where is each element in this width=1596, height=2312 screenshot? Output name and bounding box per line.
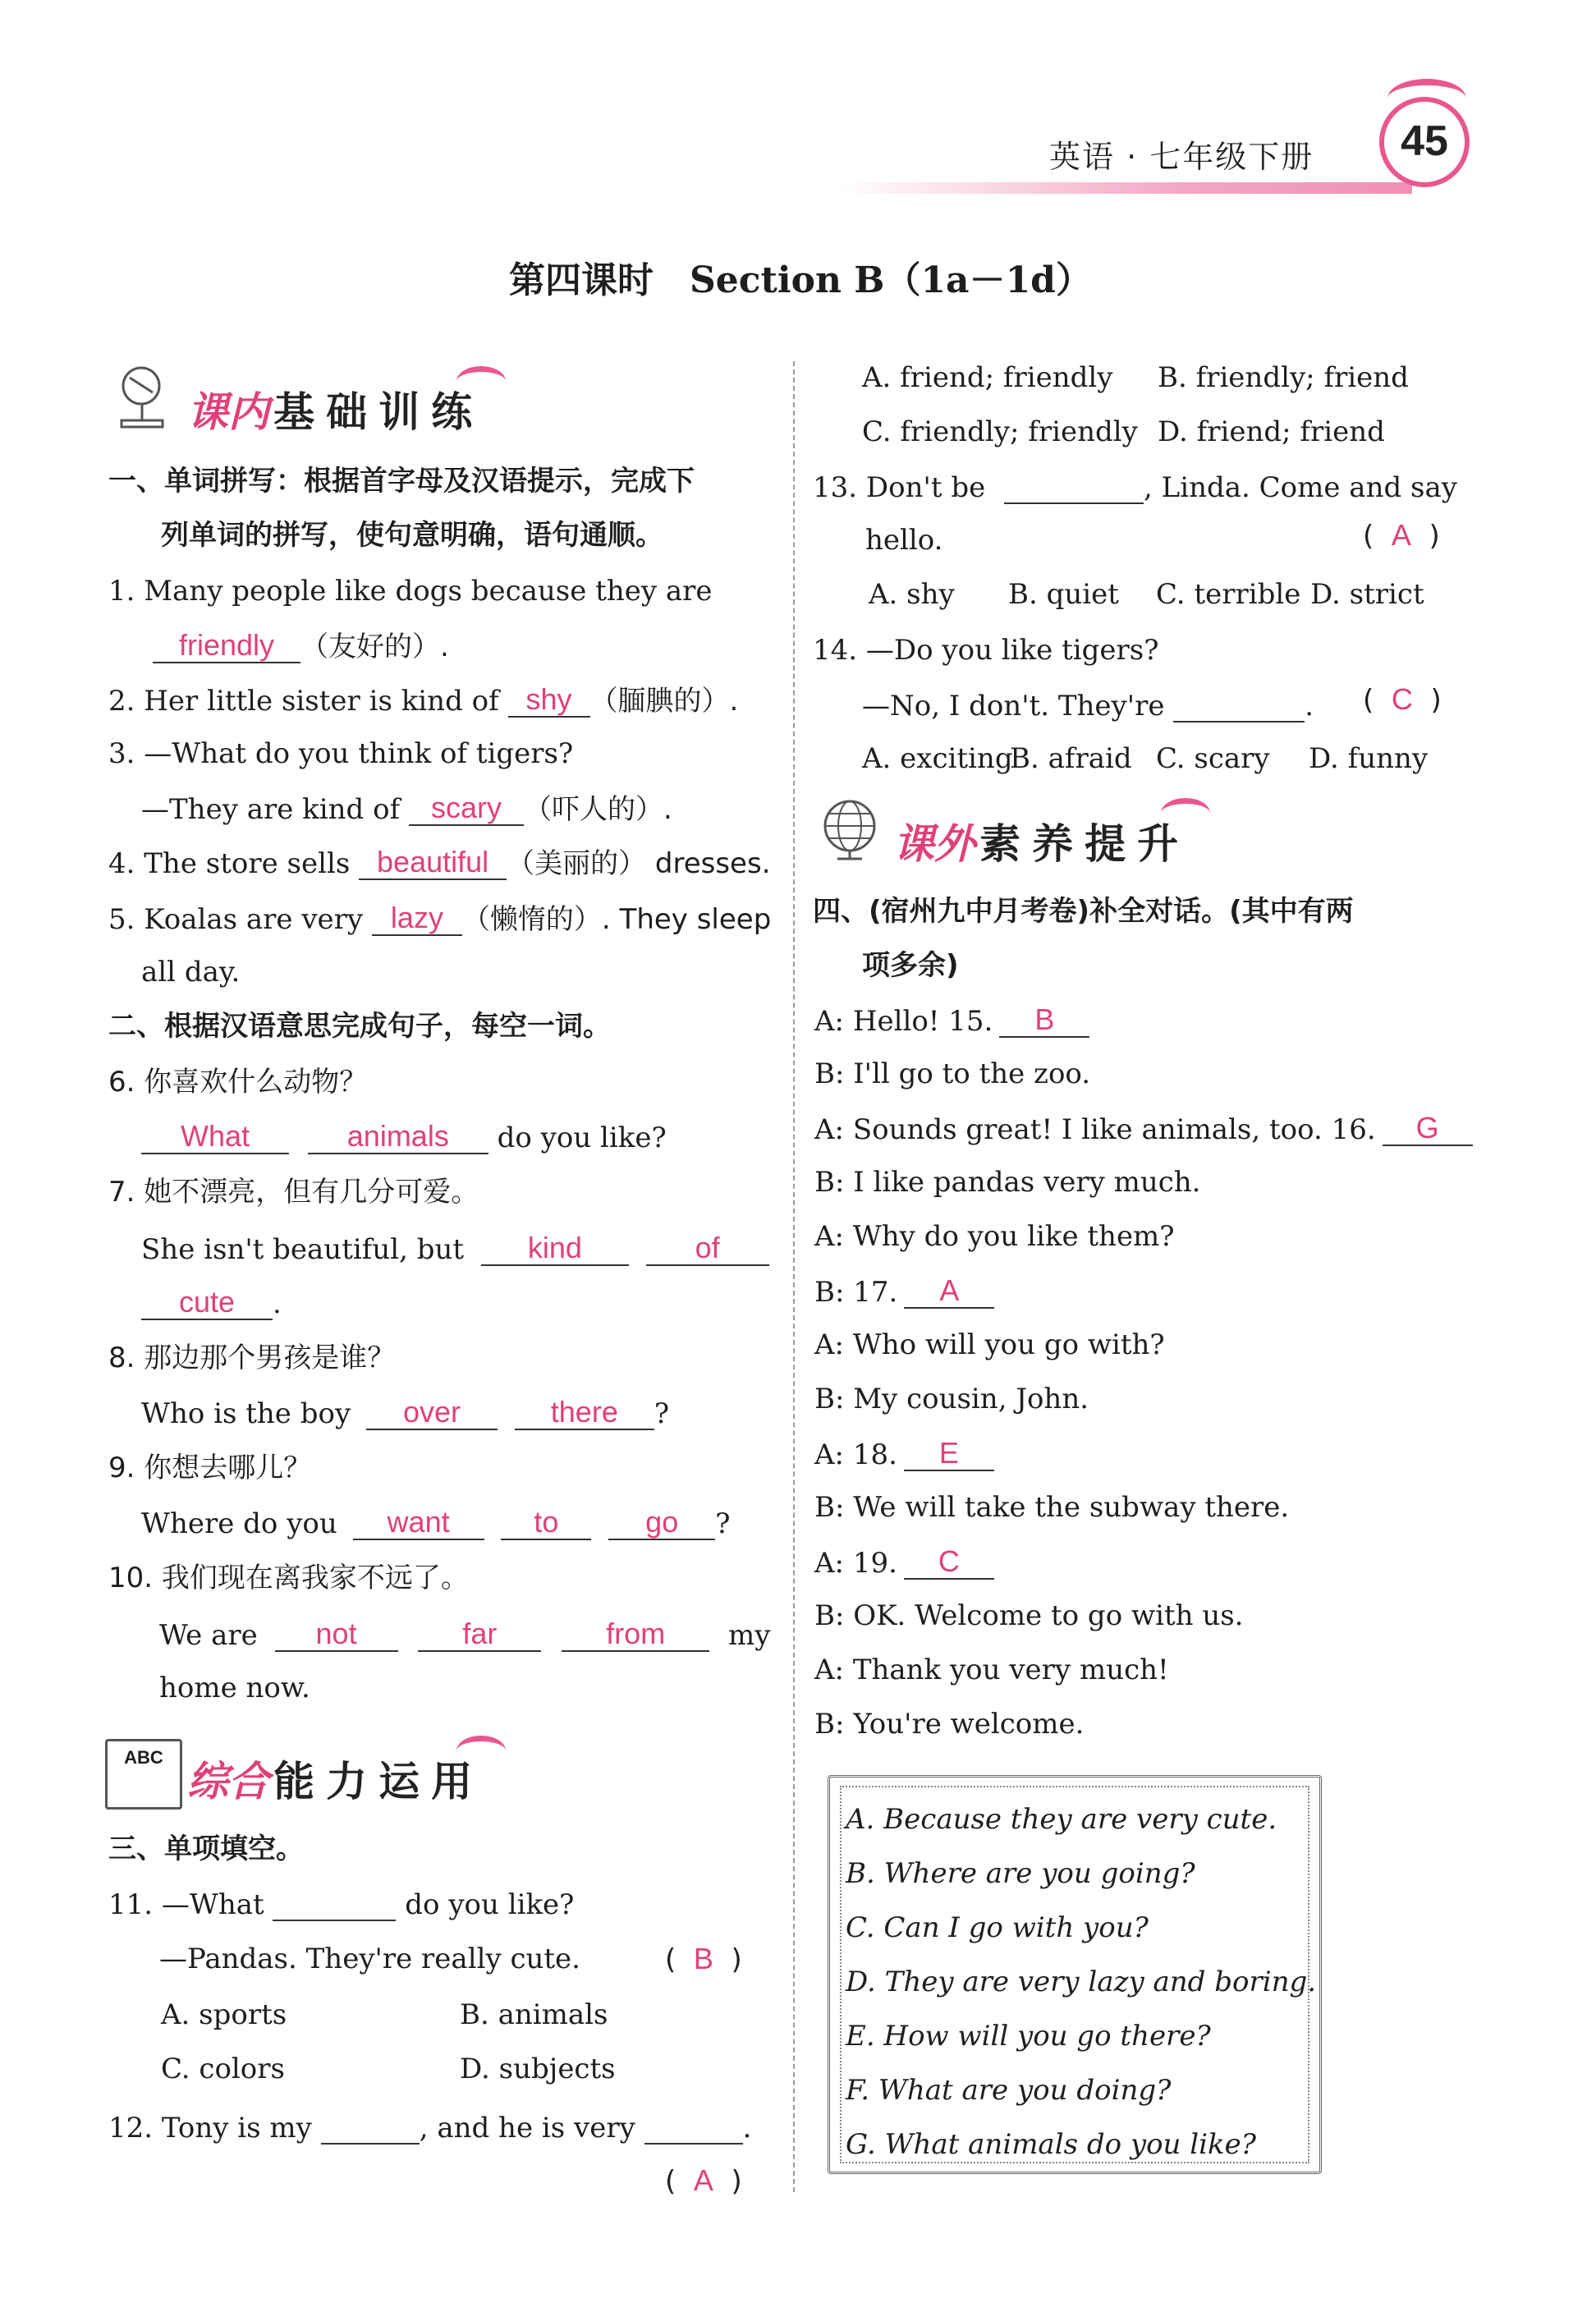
q11-option-c: C. colors <box>161 2053 285 2085</box>
q12-blank-1 <box>321 2110 420 2145</box>
section-banner-extracurricular <box>893 811 1190 870</box>
q3-answer: scary <box>409 791 524 826</box>
dialogue-text: B: We will take the subway there. <box>814 1491 1290 1524</box>
dialogue-line <box>814 1491 1289 1524</box>
dialogue-answer: E <box>904 1437 994 1471</box>
q6-answer-2: animals <box>308 1120 488 1154</box>
dialogue-line <box>814 1437 994 1471</box>
dialogue-line <box>814 1112 1473 1146</box>
q14-option-d: D. funny <box>1309 742 1429 775</box>
option-f: F. What are you doing? <box>846 2074 1172 2107</box>
q14-question: 14. —Do you like tigers? <box>813 634 1159 667</box>
dialogue-text: B: OK. Welcome to go with us. <box>814 1599 1244 1632</box>
q13-text-3: hello. <box>865 524 943 557</box>
q9-en: Where do you <box>141 1507 337 1540</box>
q10-en2: my <box>728 1619 771 1652</box>
q13-option-a: A. shy <box>869 578 955 611</box>
q14-row: —No, I don't. They're . <box>862 690 1314 722</box>
dialogue-line <box>814 1599 1243 1632</box>
q10-row <box>159 1617 770 1652</box>
q13-text: 13. Don't be <box>813 471 986 504</box>
dialogue-line <box>814 1383 1089 1415</box>
dialogue-line <box>814 1057 1090 1090</box>
q10-answer-3: from <box>562 1617 709 1652</box>
q13-answer-bracket: ( A ) <box>1363 518 1440 553</box>
q8-answer-2: there <box>515 1396 654 1430</box>
banner-basic-title: 基础训练 <box>273 388 484 436</box>
q5-tail: all day. <box>141 956 241 989</box>
banner-basic-accent: 课内 <box>187 388 269 436</box>
q13-option-d: D. strict <box>1310 578 1424 611</box>
q11-answer-bracket: ( B ) <box>665 1942 742 1976</box>
part2-heading: 二、根据汉语意思完成句子，每空一词。 <box>108 1010 611 1043</box>
q10-cn: 10. 我们现在离我家不远了。 <box>108 1562 469 1594</box>
banner-comp-accent: 综合 <box>187 1758 269 1805</box>
q12-option-b: B. friendly; friend <box>1158 361 1409 394</box>
dialogue-text: A: 19. <box>814 1547 897 1580</box>
q12-row: 12. Tony is my , and he is very . <box>108 2112 752 2145</box>
dialogue-text: B: You're welcome. <box>814 1708 1085 1741</box>
q13-blank <box>1004 470 1144 504</box>
dialogue-line <box>814 1545 994 1580</box>
dialogue-line <box>814 1654 1169 1686</box>
q11-option-b: B. animals <box>460 1998 608 2031</box>
q12-text: 12. Tony is my <box>108 2112 312 2145</box>
dialogue-answer: A <box>904 1274 994 1309</box>
dialogue-answer: C <box>904 1545 994 1580</box>
q9-answer-2: to <box>501 1506 591 1540</box>
dialogue-text: A: 18. <box>814 1438 897 1471</box>
header-subject: 英语 · 七年级下册 <box>1049 139 1314 175</box>
q3-text: —They are kind of <box>141 793 401 826</box>
q14-option-c: C. scary <box>1156 742 1270 775</box>
option-c: C. Can I go with you? <box>846 1911 1149 1944</box>
q14-answer: C <box>1391 682 1413 716</box>
q14-answer-bracket: ( C ) <box>1363 682 1442 717</box>
dialogue-answer: G <box>1383 1112 1473 1146</box>
page-number: 45 <box>1401 117 1448 165</box>
q6-row <box>141 1120 667 1154</box>
q11-text: 11. —What <box>108 1888 264 1921</box>
q5-hint: （懒惰的）. They sleep <box>461 903 772 936</box>
q4-row <box>108 846 771 880</box>
dialogue-line <box>814 1003 1089 1038</box>
q2-row <box>108 683 738 718</box>
banner-extra-accent: 课外 <box>893 820 975 868</box>
q1-answer: friendly <box>153 629 300 663</box>
column-divider <box>793 361 795 2192</box>
banner-swoosh <box>1161 798 1210 828</box>
q12-blank-2 <box>644 2110 743 2145</box>
q8-row: Who is the boy over there ? <box>141 1395 670 1430</box>
q10-answer-2: far <box>418 1617 541 1652</box>
q9-answer-1: want <box>353 1506 484 1540</box>
q9-cn: 9. 你想去哪儿？ <box>108 1452 312 1484</box>
q13-option-c: C. terrible <box>1156 578 1301 611</box>
q12-option-d: D. friend; friend <box>1158 415 1385 448</box>
q14-text: —No, I don't. They're <box>862 690 1165 722</box>
section-banner-basic <box>187 379 484 438</box>
part4-heading-1: 四、(宿州九中月考卷)补全对话。(其中有两 <box>813 895 1354 928</box>
q11-option-a: A. sports <box>161 1998 287 2031</box>
page-number-badge <box>1379 97 1470 187</box>
q13-answer: A <box>1391 518 1411 552</box>
option-e: E. How will you go there? <box>846 2020 1211 2053</box>
q2-text: 2. Her little sister is kind of <box>108 685 499 718</box>
banner-extra-title: 素养提升 <box>979 820 1190 868</box>
q5-row <box>108 901 771 936</box>
q11-reply: —Pandas. They're really cute. <box>159 1943 580 1975</box>
q11-answer: B <box>693 1942 713 1975</box>
header-bar <box>837 182 1412 194</box>
q7-cn: 7. 她不漂亮，但有几分可爱。 <box>108 1176 479 1209</box>
q6-cn: 6. 你喜欢什么动物？ <box>108 1066 368 1099</box>
q10-tail: home now. <box>159 1672 310 1704</box>
option-b: B. Where are you going? <box>846 1857 1195 1890</box>
q13-option-b: B. quiet <box>1008 578 1119 611</box>
q12-option-c: C. friendly; friendly <box>862 415 1138 448</box>
q4-answer: beautiful <box>359 846 507 880</box>
q3-hint: （吓人的）. <box>523 793 672 826</box>
banner-swoosh <box>456 366 506 397</box>
dialogue-line <box>814 1274 994 1309</box>
q10-en: We are <box>159 1619 258 1652</box>
q1-hint: （友好的）. <box>300 631 449 663</box>
q8-cn: 8. 那边那个男孩是谁？ <box>108 1342 396 1374</box>
dialogue-line <box>814 1166 1200 1199</box>
q7-answer-1: kind <box>481 1232 629 1266</box>
option-d: D. They are very lazy and boring. <box>846 1966 1317 1998</box>
q7-row2: cute . <box>141 1286 282 1320</box>
dialogue-text: B: I'll go to the zoo. <box>814 1057 1091 1090</box>
option-a: A. Because they are very cute. <box>846 1803 1277 1836</box>
globe-icon <box>813 793 887 867</box>
q3-row <box>141 791 672 826</box>
q13-row <box>813 470 1457 504</box>
q1-answer-row <box>153 629 449 663</box>
lesson-title: 第四课时 Section B（1a－1d） <box>509 259 1092 301</box>
q8-en: Who is the boy <box>141 1397 351 1430</box>
q14-option-a: A. exciting <box>862 742 1013 775</box>
dialogue-answer: B <box>999 1003 1089 1038</box>
q7-row <box>141 1232 769 1266</box>
q1-text: 1. Many people like dogs because they are <box>108 575 713 608</box>
q7-en: She isn't beautiful, but <box>141 1233 465 1266</box>
q6-en: do you like? <box>497 1122 667 1154</box>
abc-book-icon: ABC <box>105 1739 182 1810</box>
q12-answer-bracket: ( A ) <box>665 2163 742 2198</box>
dialogue-text: A: Who will you go with? <box>814 1328 1165 1361</box>
q13-text-2: , Linda. Come and say <box>1144 471 1457 504</box>
q2-hint: （腼腆的）. <box>589 685 739 718</box>
q11-row <box>108 1887 574 1921</box>
part3-heading: 三、单项填空。 <box>108 1833 304 1865</box>
q9-answer-3: go <box>608 1506 715 1540</box>
dialogue-line <box>814 1328 1165 1361</box>
q14-option-b: B. afraid <box>1010 742 1132 775</box>
dialogue-text: A: Thank you very much! <box>814 1654 1169 1686</box>
q10-answer-1: not <box>275 1617 398 1652</box>
q8-answer-1: over <box>366 1396 498 1430</box>
q7-answer-3: cute <box>141 1286 273 1320</box>
q12-answer: A <box>693 2163 713 2197</box>
option-g: G. What animals do you like? <box>846 2128 1256 2161</box>
section-banner-comprehensive <box>187 1749 484 1808</box>
dialogue-text: B: My cousin, John. <box>814 1383 1089 1415</box>
q11-text-2: do you like? <box>405 1888 575 1921</box>
q3-question: 3. —What do you think of tigers? <box>108 737 574 770</box>
q12-text-2: , and he is very <box>419 2112 635 2145</box>
part4-heading-2: 项多余) <box>862 949 959 982</box>
q9-row: Where do you want to go ? <box>141 1505 731 1540</box>
dialogue-text: B: 17. <box>814 1276 898 1309</box>
q7-answer-2: of <box>646 1232 769 1266</box>
banner-swoosh <box>456 1736 506 1766</box>
q6-answer-1: What <box>141 1120 289 1154</box>
dialogue-text: A: Hello! 15. <box>814 1005 993 1038</box>
part1-heading-2: 列单词的拼写，使句意明确，语句通顺。 <box>161 519 663 552</box>
lamp-icon <box>105 361 179 435</box>
q4-hint: （美丽的） dresses. <box>507 847 771 880</box>
banner-comp-title: 能力运用 <box>273 1758 484 1805</box>
q5-text: 5. Koalas are very <box>108 903 364 936</box>
dialogue-line <box>814 1708 1084 1741</box>
dialogue-text: A: Sounds great! I like animals, too. 16. <box>814 1113 1376 1146</box>
dialogue-text: A: Why do you like them? <box>814 1220 1175 1253</box>
q14-blank <box>1173 688 1305 722</box>
q5-answer: lazy <box>372 901 462 936</box>
part1-heading-1: 一、单词拼写：根据首字母及汉语提示，完成下 <box>108 465 695 498</box>
q11-blank <box>273 1887 396 1921</box>
q12-option-a: A. friend; friendly <box>862 361 1113 394</box>
q2-answer: shy <box>508 683 590 718</box>
q4-text: 4. The store sells <box>108 847 351 880</box>
dialogue-text: B: I like pandas very much. <box>814 1166 1201 1199</box>
dialogue-line <box>814 1220 1175 1253</box>
q11-option-d: D. subjects <box>460 2053 616 2085</box>
